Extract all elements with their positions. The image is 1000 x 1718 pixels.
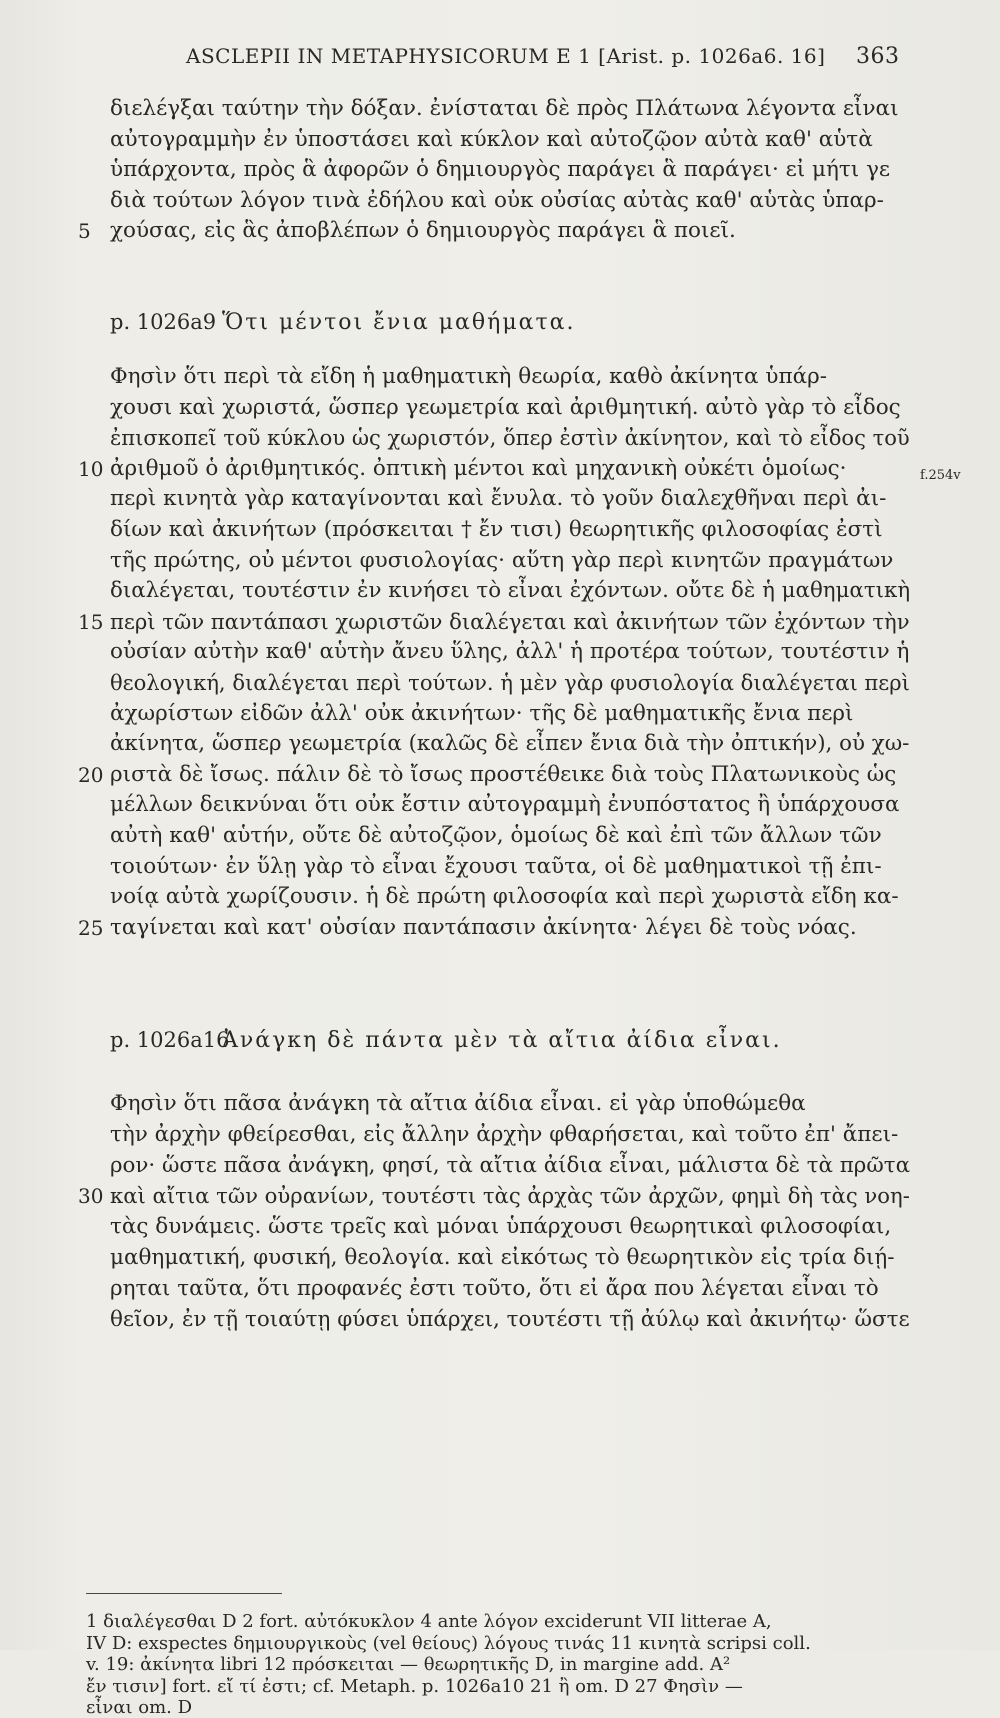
text-line: ρον· ὥστε πᾶσα ἀνάγκη, φησί, τὰ αἴτια ἀίδια εἶναι, μάλιστα δὲ τὰ πρῶτα: [110, 1152, 911, 1178]
line-number: 30: [78, 1184, 104, 1209]
lemma-reference: p. 1026a9: [110, 310, 217, 334]
footnote-line: 1 διαλέγεσθαι D 2 fort. αὐτόκυκλον 4 ante λόγον exciderunt VII litterae A,: [86, 1611, 772, 1632]
text-line: οὐσίαν αὐτὴν καθ' αὑτὴν ἄνευ ὕλης, ἀλλ' ἡ προτέρα τούτων, τουτέστιν ἡ: [110, 639, 910, 665]
text-line: Φησὶν ὅτι πᾶσα ἀνάγκη τὰ αἴτια ἀίδια εἶναι. εἰ γὰρ ὑποθώμεθα: [110, 1091, 806, 1116]
text-line: διαλέγεται, τουτέστιν ἐν κινήσει τὸ εἶναι ἐχόντων. οὔτε δὲ ἡ μαθηματικὴ: [110, 578, 911, 604]
line-number: 5: [78, 219, 91, 243]
text-line: μέλλων δεικνύναι ὅτι οὐκ ἔστιν αὐτογραμμὴ ἐνυπόστατος ἢ ὑπάρχουσα: [110, 792, 900, 818]
lemma-heading-1: [110, 312, 576, 334]
text-line: χούσας, εἰς ἃς ἀποβλέπων ὁ δημιουργὸς παράγει ἃ ποιεῖ.: [110, 218, 736, 243]
footnote-line: εἶναι om. D: [86, 1697, 193, 1718]
text-line: χουσι καὶ χωριστά, ὥσπερ γεωμετρία καὶ ἀριθμητική. αὐτὸ γὰρ τὸ εἶδος: [110, 394, 901, 420]
page-number: 363: [856, 44, 900, 69]
text-line: μαθηματική, φυσική, θεολογία. καὶ εἰκότως τὸ θεωρητικὸν εἰς τρία διῄ-: [110, 1245, 895, 1270]
footnote-line: ἔν τισιν] fort. εἴ τί ἐστι; cf. Metaph. p. 1026a10 21 ἢ om. D 27 Φησὶν —: [86, 1675, 743, 1697]
lemma-text: Ἀνάγκη δὲ πάντα μὲν τὰ αἴτια ἀίδια εἶναι.: [222, 1028, 782, 1053]
text-line: τὰς δυνάμεις. ὥστε τρεῖς καὶ μόναι ὑπάρχουσι θεωρητικαὶ φιλοσοφίαι,: [110, 1214, 892, 1240]
text-line: τὴν ἀρχὴν φθείρεσθαι, εἰς ἄλλην ἀρχὴν φθαρήσεται, καὶ τοῦτο ἐπ' ἄπει-: [110, 1121, 899, 1147]
lemma-text: Ὅτι μέντοι ἔνια μαθήματα.: [222, 310, 576, 335]
line-number: 25: [78, 915, 104, 940]
text-line: ἀριθμοῦ ὁ ἀριθμητικός. ὀπτικὴ μέντοι καὶ μηχανικὴ οὐκέτι ὁμοίως·: [110, 455, 847, 481]
text-line: ἀχωρίστων εἰδῶν ἀλλ' οὐκ ἀκινήτων· τῆς δὲ μαθηματικῆς ἔνια περὶ: [110, 700, 854, 726]
header-title: ASCLEPII IN METAPHYSICORUM E 1 [Arist. p. 1026a6. 16]: [186, 44, 826, 68]
text-line: θεολογική, διαλέγεται περὶ τούτων. ἡ μὲν γὰρ φυσιολογία διαλέγεται περὶ: [110, 670, 910, 695]
lemma-heading-2: [110, 1030, 782, 1052]
text-line: τοιούτων· ἐν ὕλῃ γὰρ τὸ εἶναι ἔχουσι ταῦτα, οἱ δὲ μαθηματικοὶ τῇ ἐπι-: [110, 853, 882, 879]
folio-marginal-note: f.254v: [920, 468, 961, 483]
text-line: ἐπισκοπεῖ τοῦ κύκλου ὡς χωριστόν, ὅπερ ἐστὶν ἀκίνητον, καὶ τὸ εἶδος τοῦ: [110, 425, 910, 451]
text-line: διελέγξαι ταύτην τὴν δόξαν. ἐνίσταται δὲ πρὸς Πλάτωνα λέγοντα εἶναι: [110, 96, 899, 121]
text-line: ταγίνεται καὶ κατ' οὐσίαν παντάπασιν ἀκίνητα· λέγει δὲ τοὺς νόας.: [110, 914, 857, 940]
text-line: δίων καὶ ἀκινήτων (πρόσκειται † ἔν τισι) θεωρητικῆς φιλοσοφίας ἐστὶ: [110, 517, 883, 542]
text-line: τῆς πρώτης, οὐ μέντοι φυσιολογίας· αὕτη γὰρ περὶ κινητῶν πραγμάτων: [110, 547, 894, 573]
lemma-reference: p. 1026a16: [110, 1028, 230, 1052]
text-line: ἀκίνητα, ὥσπερ γεωμετρία (καλῶς δὲ εἶπεν ἔνια διὰ τὴν ὀπτικήν), οὐ χω-: [110, 731, 910, 757]
footnote-rule: [86, 1593, 282, 1594]
footnote-line: v. 19: ἀκίνητα libri 12 πρόσκειται — θεωρητικῆς D, in margine add. A²: [86, 1654, 731, 1675]
text-line: Φησὶν ὅτι περὶ τὰ εἴδη ἡ μαθηματικὴ θεωρία, καθὸ ἀκίνητα ὑπάρ-: [110, 364, 828, 389]
footnote-line: IV D: exspectes δημιουργικοὺς (vel θείους) λόγους τινάς 11 κινητὰ scripsi coll.: [86, 1632, 811, 1654]
text-line: ρηται ταῦτα, ὅτι προφανές ἐστι τοῦτο, ὅτι εἰ ἄρα που λέγεται εἶναι τὸ: [110, 1275, 879, 1301]
text-line: ριστὰ δὲ ἴσως. πάλιν δὲ τὸ ἴσως προστέθεικε διὰ τοὺς Πλατωνικοὺς ὡς: [110, 761, 897, 787]
text-line: θεῖον, ἐν τῇ τοιαύτῃ φύσει ὑπάρχει, τουτέστι τῇ ἀύλῳ καὶ ἀκινήτῳ· ὥστε: [110, 1306, 910, 1332]
line-number: 10: [78, 456, 104, 481]
line-number: 20: [78, 762, 104, 787]
text-line: αὐτὴ καθ' αὑτήν, οὔτε δὲ αὐτοζῷον, ὁμοίως δὲ καὶ ἐπὶ τῶν ἄλλων τῶν: [110, 823, 882, 848]
text-line: διὰ τούτων λόγον τινὰ ἐδήλου καὶ οὐκ οὐσίας αὐτὰς καθ' αὑτὰς ὑπαρ-: [110, 187, 884, 213]
text-line: περὶ τῶν παντάπασι χωριστῶν διαλέγεται καὶ ἀκινήτων τῶν ἐχόντων τὴν: [110, 608, 910, 634]
text-line: αὐτογραμμὴν ἐν ὑποστάσει καὶ κύκλον καὶ αὐτοζῷον αὐτὰ καθ' αὑτὰ: [110, 126, 873, 152]
text-line: ὑπάρχοντα, πρὸς ἃ ἀφορῶν ὁ δημιουργὸς παράγει ἃ παράγει· εἰ μήτι γε: [110, 157, 891, 182]
text-line: περὶ κινητὰ γὰρ καταγίνονται καὶ ἔνυλα. τὸ γοῦν διαλεχθῆναι περὶ ἀι-: [110, 486, 887, 512]
text-line: νοίᾳ αὐτὰ χωρίζουσιν. ἡ δὲ πρώτη φιλοσοφία καὶ περὶ χωριστὰ εἴδη κα-: [110, 884, 899, 910]
line-number: 15: [78, 609, 104, 634]
text-line: καὶ αἴτια τῶν οὐρανίων, τουτέστι τὰς ἀρχὰς τῶν ἀρχῶν, φημὶ δὴ τὰς νοη-: [110, 1183, 910, 1209]
